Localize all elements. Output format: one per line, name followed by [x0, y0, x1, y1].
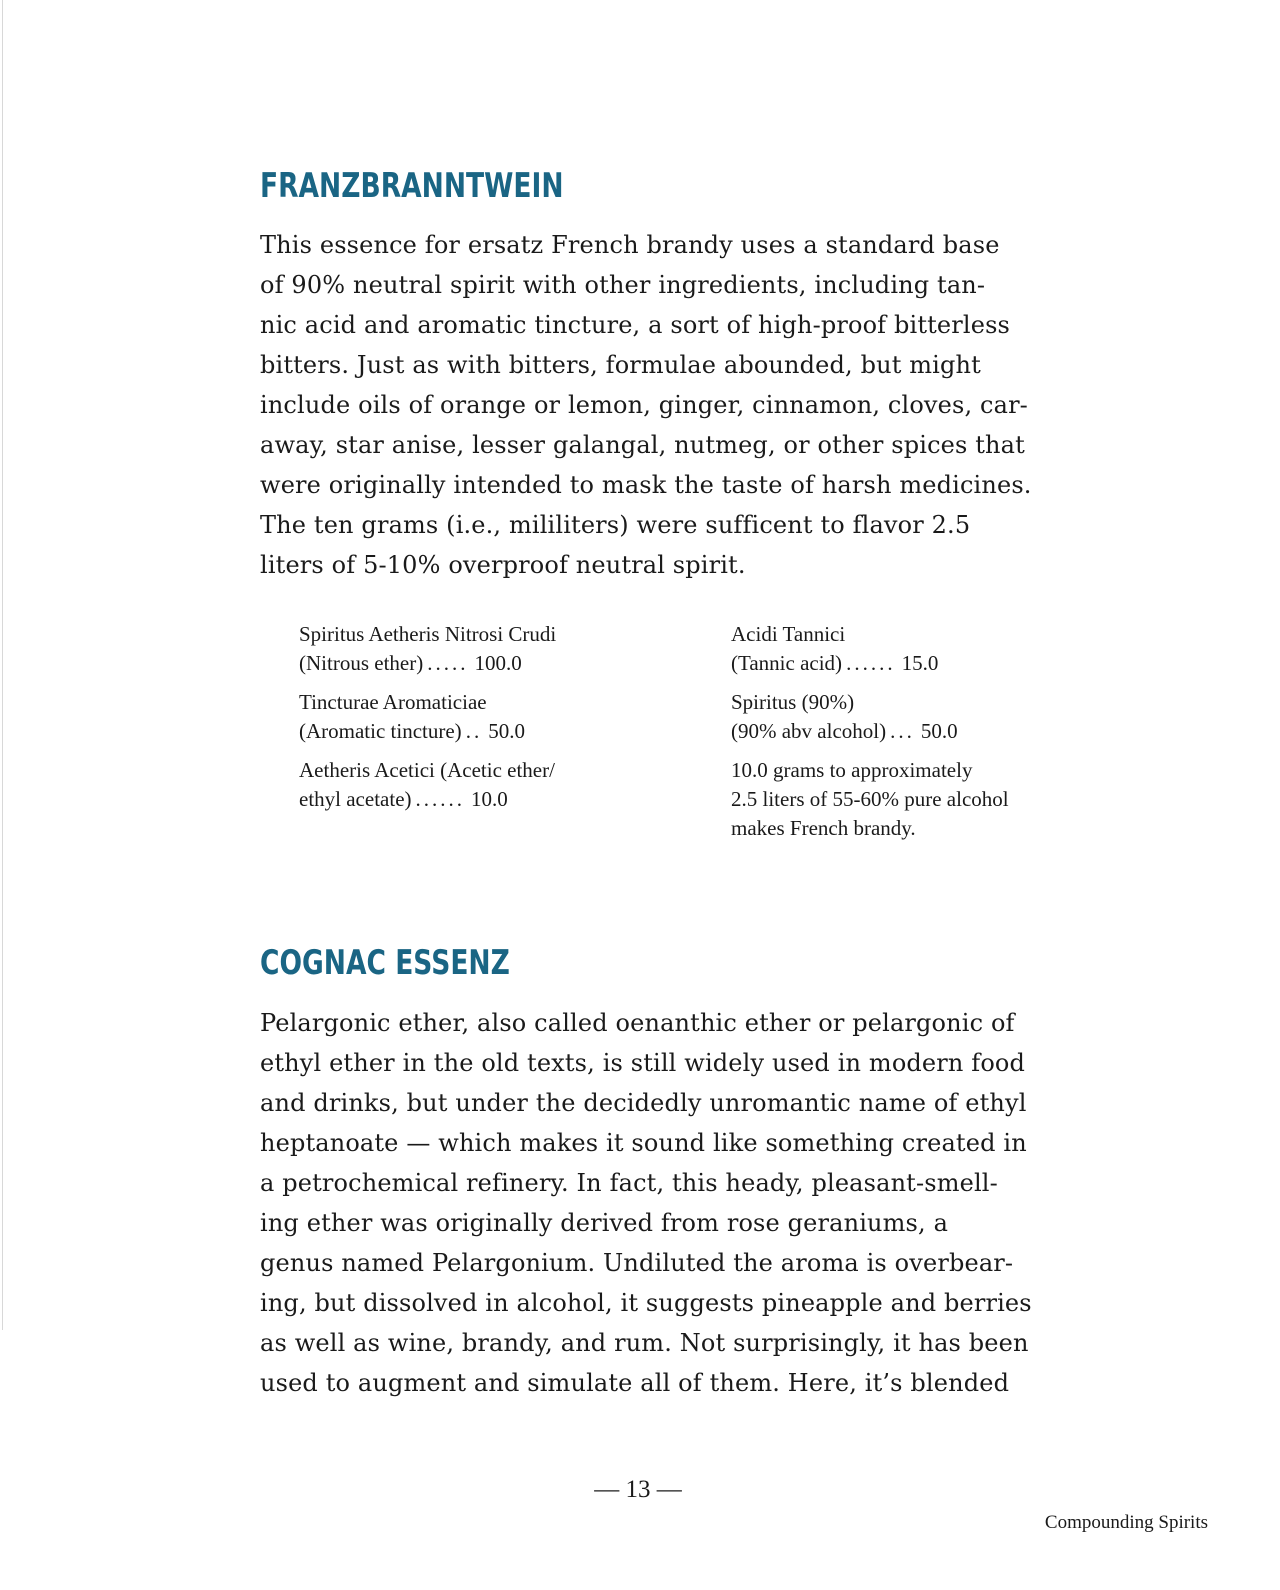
paragraph-line: heptanoate — which makes it sound like something created in: [260, 1129, 1027, 1157]
ingredient-common-name: (Nitrous ether): [299, 651, 424, 675]
ingredient-latin-name: Acidi Tannici: [731, 622, 846, 646]
paragraph-line: ethyl ether in the old texts, is still widely used in modern food: [260, 1049, 1026, 1077]
page-edge-line: [2, 0, 3, 1330]
paragraph-line: include oils of orange or lemon, ginger, cinnamon, cloves, car-: [260, 391, 1028, 419]
ingredient-common-name: (90% abv alcohol): [731, 719, 887, 743]
franzbranntwein-paragraph: [260, 225, 1110, 585]
ingredient-line: [731, 649, 1151, 678]
page-number: — 13 —: [594, 1476, 682, 1503]
leader-dots: ......: [415, 787, 466, 811]
ingredient-line: [299, 785, 699, 814]
ingredient-amount: 100.0: [474, 651, 522, 675]
ingredient-line: [731, 717, 1151, 746]
ingredient-line: [299, 649, 699, 678]
leader-dots: ...: [890, 719, 915, 743]
ingredient-amount: 50.0: [488, 719, 525, 743]
recipe-right-column: [731, 620, 1151, 853]
recipe-left-column: [299, 620, 699, 824]
paragraph-line: used to augment and simulate all of them. Here, it’s blended: [260, 1369, 1010, 1397]
paragraph-line: ing ether was originally derived from rose geraniums, a: [260, 1209, 949, 1237]
ingredient-amount: 15.0: [901, 651, 939, 675]
ingredient-line: [299, 717, 699, 746]
paragraph-line: liters of 5-10% overproof neutral spirit.: [260, 551, 746, 579]
ingredient-amount: 50.0: [920, 719, 958, 743]
recipe-item-nitrous-ether: [299, 620, 699, 678]
paragraph-line: nic acid and aromatic tincture, a sort of high-proof bitterless: [260, 311, 1011, 339]
running-footer-title: Compounding Spirits: [1044, 1512, 1208, 1533]
ingredient-latin-name: Spiritus Aetheris Nitrosi Crudi: [299, 622, 557, 646]
ingredient-latin-name: Tincturae Aromaticiae: [299, 690, 487, 714]
leader-dots: ......: [846, 651, 896, 675]
recipe-item-aromatic-tincture: [299, 688, 699, 746]
paragraph-line: as well as wine, brandy, and rum. Not surprisingly, it has been: [260, 1329, 1029, 1357]
ingredient-latin-name: Aetheris Acetici (Acetic ether/: [299, 758, 555, 782]
ingredient-amount: 10.0: [471, 787, 508, 811]
paragraph-line: were originally intended to mask the taste of harsh medicines.: [260, 471, 1032, 499]
recipe-note-line: 10.0 grams to approximately: [731, 758, 973, 782]
paragraph-line: Pelargonic ether, also called oenanthic ether or pelargonic of: [260, 1009, 1015, 1037]
paragraph-line: ing, but dissolved in alcohol, it suggests pineapple and berries: [260, 1289, 1032, 1317]
paragraph-line: The ten grams (i.e., mililiters) were sufficent to flavor 2.5: [260, 511, 971, 539]
ingredient-common-name: ethyl acetate): [299, 787, 412, 811]
ingredient-common-name: (Tannic acid): [731, 651, 843, 675]
recipe-note: [731, 756, 1151, 843]
paragraph-line: a petrochemical refinery. In fact, this heady, pleasant-smell-: [260, 1169, 998, 1197]
recipe-item-tannic-acid: [731, 620, 1151, 678]
paragraph-line: genus named Pelargonium. Undiluted the aroma is overbear-: [260, 1249, 1014, 1277]
recipe-note-line: 2.5 liters of 55-60% pure alcohol: [731, 787, 1009, 811]
paragraph-line: of 90% neutral spirit with other ingredients, including tan-: [260, 271, 986, 299]
ingredient-latin-name: Spiritus (90%): [731, 690, 855, 714]
cognac-essenz-paragraph: [260, 1003, 1110, 1403]
recipe-note-line: makes French brandy.: [731, 816, 916, 840]
section-title-franzbranntwein: FRANZBRANNTWEIN: [260, 166, 564, 206]
paragraph-line: and drinks, but under the decidedly unromantic name of ethyl: [260, 1089, 1027, 1117]
paragraph-line: bitters. Just as with bitters, formulae abounded, but might: [260, 351, 981, 379]
paragraph-line: This essence for ersatz French brandy uses a standard base: [260, 231, 1000, 259]
paragraph-line: away, star anise, lesser galangal, nutmeg, or other spices that: [260, 431, 1025, 459]
ingredient-common-name: (Aromatic tincture): [299, 719, 462, 743]
section-title-cognac-essenz: COGNAC ESSENZ: [260, 943, 510, 983]
leader-dots: ..: [465, 719, 483, 743]
recipe-item-spiritus: [731, 688, 1151, 746]
leader-dots: .....: [427, 651, 469, 675]
recipe-item-acetic-ether: [299, 756, 699, 814]
